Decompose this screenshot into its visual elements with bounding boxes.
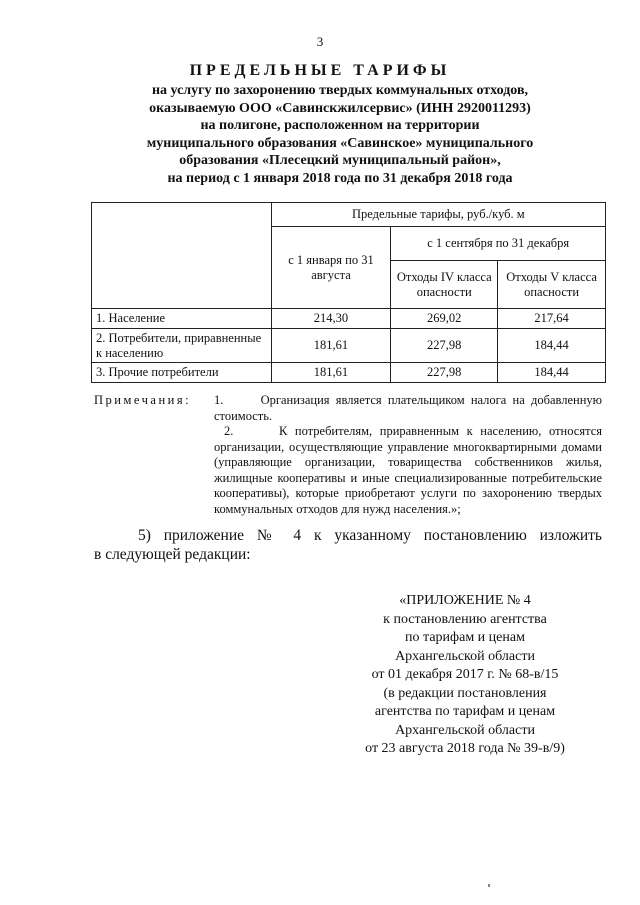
table-row (92, 329, 606, 363)
appendix-line: от 01 декабря 2017 г. № 68-в/15 (371, 667, 559, 682)
paragraph-5 (94, 526, 602, 564)
subtitle-line: на период с 1 января 2018 года по 31 декабря 2018 года (167, 170, 513, 186)
appendix-line: к постановлению агентства (383, 611, 547, 627)
tariff-table (91, 202, 606, 383)
document-title: ПРЕДЕЛЬНЫЕ ТАРИФЫ (189, 62, 451, 79)
row-value: 181,61 (271, 363, 391, 383)
note-item-1: 1. Организация является плательщиком налога на добавленную стоимость. (214, 393, 606, 423)
table-header-waste-v: Отходы V класса опасности (498, 261, 606, 309)
table-header-main: Предельные тарифы, руб./куб. м (271, 203, 605, 227)
appendix-line: Архангельской области (395, 722, 535, 738)
table-row (92, 309, 606, 329)
row-name: 1. Население (92, 309, 272, 329)
row-value: 181,61 (271, 329, 391, 363)
table-header-period-1: с 1 января по 31 августа (271, 227, 391, 309)
appendix-line: «ПРИЛОЖЕНИЕ № 4 (399, 593, 531, 608)
row-value: 269,02 (391, 309, 498, 329)
row-value: 184,44 (498, 363, 606, 383)
appendix-line: (в редакции постановления (383, 685, 547, 701)
row-value: 227,98 (391, 329, 498, 363)
table-row (92, 363, 606, 383)
document-subtitle (60, 82, 620, 187)
note-item-2: 2. К потребителям, приравненным к населению, относятся организации, осуществляющие управление многоквартирными домами (управляющие организации, товарищества собственников жилья, жилищные кооперативы и иные специализированные потребительские кооперативы), которые приобретают услуги по захоронению твердых коммунальных отходов для нужд населения.»; (214, 424, 606, 516)
appendix-header (330, 592, 600, 759)
table-header-period-2: с 1 сентября по 31 декабря (391, 227, 606, 261)
row-value: 217,64 (498, 309, 606, 329)
table-header-waste-iv: Отходы IV класса опасности (391, 261, 498, 309)
row-name: 2. Потребители, приравненные к населению (92, 329, 272, 363)
appendix-line: агентства по тарифам и ценам (374, 704, 556, 719)
scan-speck (488, 884, 490, 887)
notes-label: Примечания: (94, 393, 192, 407)
appendix-line: Архангельской области (395, 648, 535, 664)
row-name: 3. Прочие потребители (92, 363, 272, 383)
subtitle-line: на услугу по захоронению твердых коммунальных отходов, (151, 83, 529, 98)
subtitle-line: на полигоне, расположенном на территории (200, 118, 480, 133)
subtitle-line: образования «Плесецкий муниципальный район», (179, 153, 501, 168)
notes-body (214, 393, 606, 517)
table-corner-cell (92, 203, 272, 309)
appendix-line: по тарифам и ценам (405, 630, 525, 645)
subtitle-line: оказываемую ООО «Савинскжилсервис» (ИНН 2920011293) (149, 100, 531, 116)
paragraph-5-line-1: 5) приложение № 4 к указанному постановлению изложить (138, 527, 602, 544)
paragraph-5-line-2: в следующей редакции: (94, 546, 251, 563)
row-value: 227,98 (391, 363, 498, 383)
subtitle-line: муниципального образования «Савинское» муниципального (146, 135, 534, 151)
appendix-line: от 23 августа 2018 года № 39-в/9) (365, 741, 565, 756)
row-value: 214,30 (271, 309, 391, 329)
page-number: 3 (316, 34, 324, 49)
row-value: 184,44 (498, 329, 606, 363)
